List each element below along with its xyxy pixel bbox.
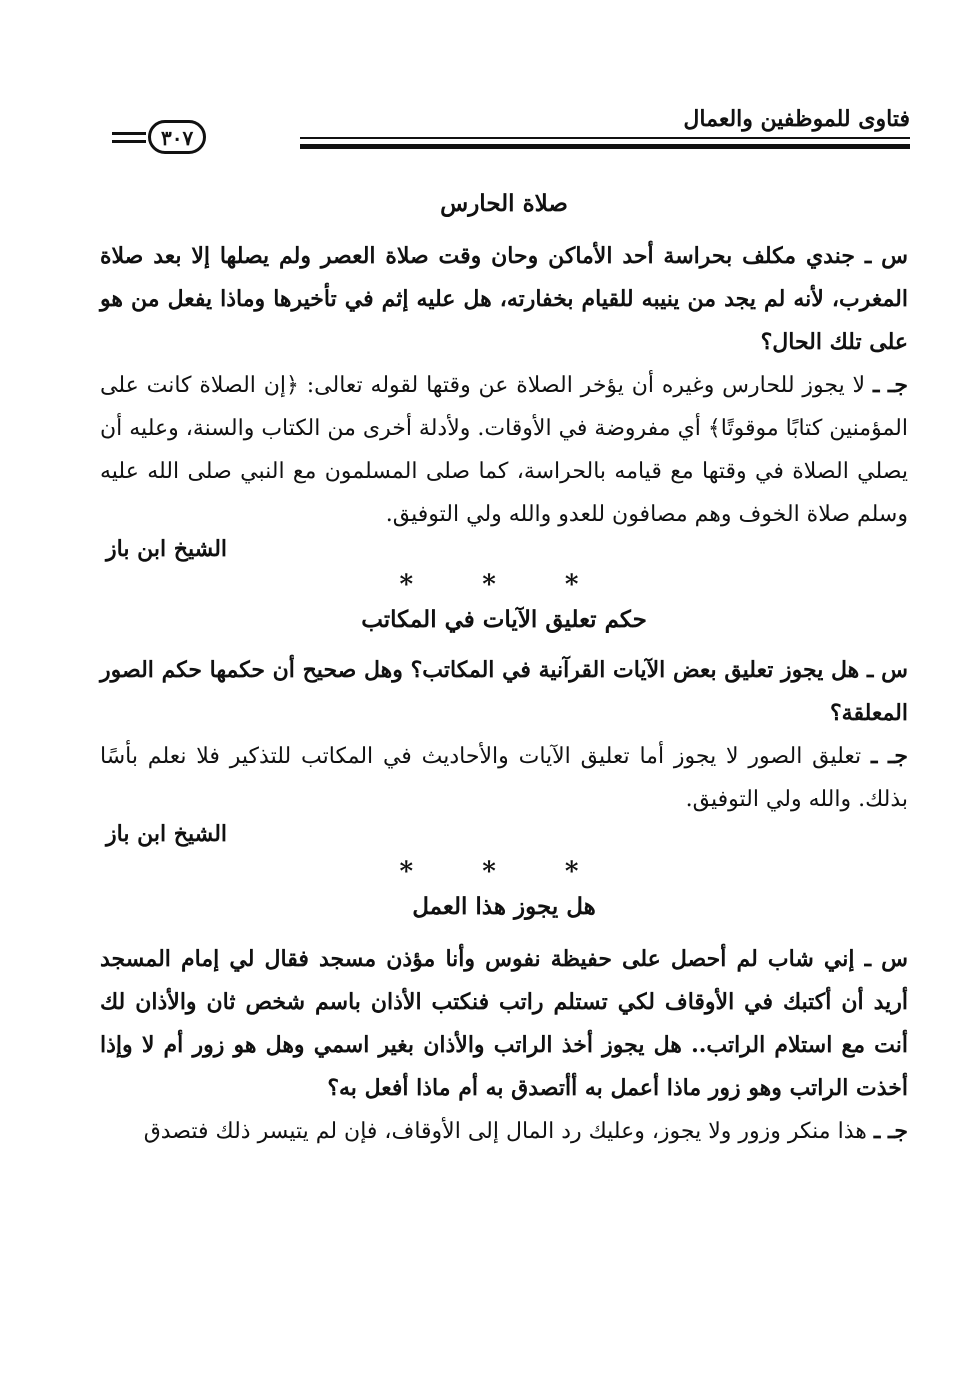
question-prefix: س ـ: [867, 657, 908, 683]
question-text: إني شاب لم أحصل على حفيظة نفوس وأنا مؤذن مسجد فقال لي إمام المسجد أريد أن أكتبك في الأوقاف لكي تستلم راتب فنكتب الأذان باسم شخص ثان والأذان لك أنت مع استلام الراتب.. هل يجوز أخذ الراتب والأذان بغير اسمي وهل هو زور أم لا وإذا أخذت الراتب وهو زور ماذا أعمل به أأتصدق به أم ماذا أفعل به؟: [100, 946, 908, 1101]
signature: الشيخ ابن باز: [106, 821, 228, 847]
answer: [100, 735, 908, 821]
question: [100, 649, 908, 735]
question-text: جندي مكلف بحراسة أحد الأماكن وحان وقت صلاة العصر ولم يصلها إلا بعد صلاة المغرب، لأنه لم يجد من ينيبه للقيام بخفارته، هل عليه إثم في تأخيرها وماذا يفعل من هو على تلك الحال؟: [100, 243, 908, 355]
separator-stars: * * *: [399, 857, 609, 887]
question: [100, 235, 908, 364]
header-rule-left-top: [112, 132, 146, 135]
question-text: هل يجوز تعليق بعض الآيات القرآنية في المكاتب؟ وهل صحيح أن حكمها حكم الصور المعلقة؟: [100, 657, 908, 726]
header-rule-thin: [300, 137, 910, 139]
answer-text: هذا منكر وزور ولا يجوز، وعليك رد المال إلى الأوقاف، فإن لم يتيسر ذلك فتصدق: [143, 1119, 867, 1144]
page-content: [100, 190, 908, 1153]
page-number: ٣٠٧: [148, 120, 206, 154]
question-prefix: س ـ: [864, 243, 908, 269]
book-title: فتاوى للموظفين والعمال: [683, 106, 910, 132]
answer: [100, 1110, 908, 1153]
question-prefix: س ـ: [864, 946, 908, 972]
section-title: حكم تعليق الآيات في المكاتب: [361, 606, 647, 633]
answer-prefix: جـ ـ: [872, 372, 908, 398]
header-rule-thick: [300, 144, 910, 149]
page-header: [100, 100, 910, 160]
question: [100, 938, 908, 1110]
answer-text: تعليق الصور لا يجوز أما تعليق الآيات والأحاديث في المكاتب للتذكير فلا نعلم بأسًا بذلك. والله ولي التوفيق.: [100, 744, 908, 812]
answer-prefix: جـ ـ: [873, 1118, 908, 1144]
answer: [100, 364, 908, 536]
header-rule-left-bottom: [112, 140, 146, 143]
separator-stars: * * *: [399, 570, 609, 600]
section-title: صلاة الحارس: [440, 190, 568, 217]
section-title: هل يجوز هذا العمل: [412, 893, 596, 920]
signature: الشيخ ابن باز: [106, 536, 228, 562]
answer-text: لا يجوز للحارس وغيره أن يؤخر الصلاة عن وقتها لقوله تعالى: ﴿إن الصلاة كانت على المؤمنين كتابًا موقوتًا﴾ أي مفروضة في الأوقات. ولأدلة أخرى من الكتاب والسنة، وعليه أن يصلي الصلاة في وقتها مع قيامه بالحراسة، كما صلى المسلمون مع النبي صلى الله عليه وسلم صلاة الخوف وهم مصافون للعدو والله ولي التوفيق.: [100, 373, 908, 527]
answer-prefix: جـ ـ: [871, 743, 908, 769]
